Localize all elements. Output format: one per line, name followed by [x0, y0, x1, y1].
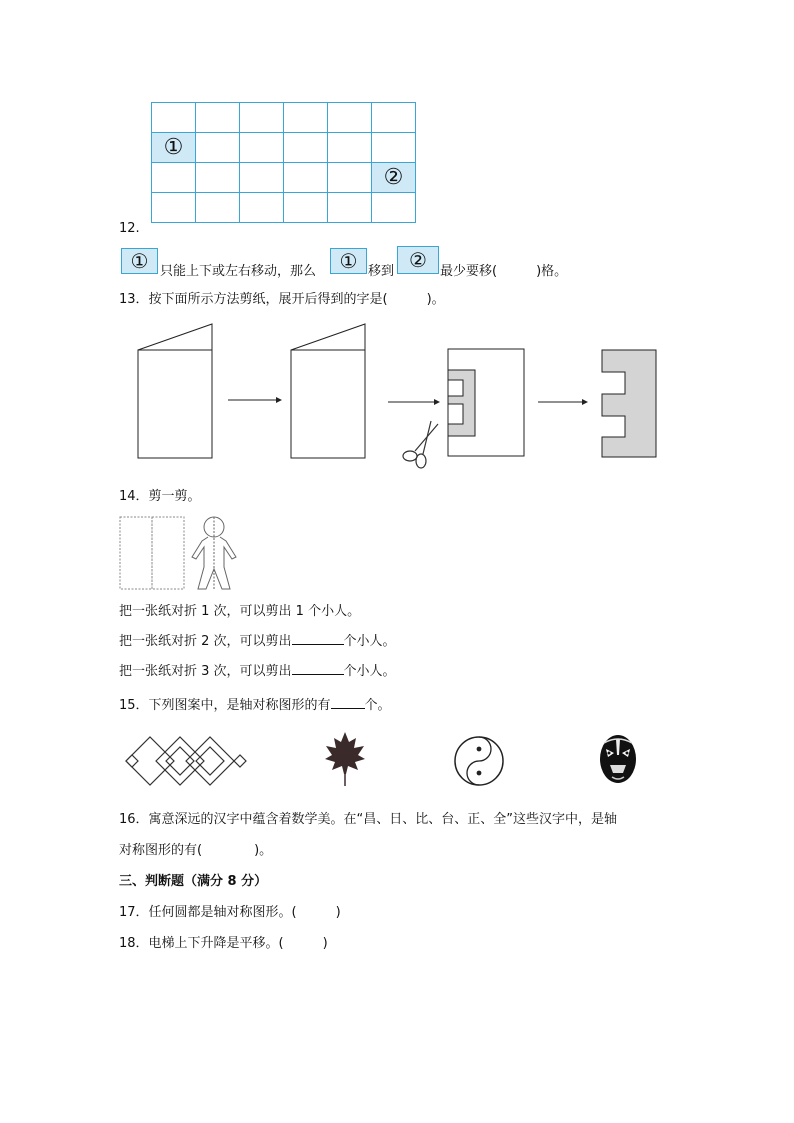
- question-14-text: 14．剪一剪。: [119, 489, 201, 504]
- question-14-line-2: [119, 634, 396, 650]
- line-2-prefix: 把一张纸对折 2 次，可以剪出: [119, 634, 292, 649]
- line-3-prefix: 把一张纸对折 3 次，可以剪出: [119, 664, 292, 679]
- grid-cell: [196, 193, 240, 223]
- question-16-line-1: 16．寓意深远的汉字中蕴含着数学美。在“昌、日、比、台、正、全”这些汉字中，是轴: [119, 812, 618, 827]
- grid-row: [152, 133, 416, 163]
- question-15-suffix: 个。: [364, 698, 391, 713]
- grid-cell: [372, 103, 416, 133]
- unfolded-result: [602, 350, 656, 457]
- arrow-icon: [538, 399, 588, 405]
- piece-1-tag: ①: [330, 248, 367, 274]
- grid-cell: [152, 163, 196, 193]
- grid-cell: [284, 133, 328, 163]
- grid-cell: [372, 133, 416, 163]
- answer-blank[interactable]: [331, 708, 365, 709]
- question-15-text: [119, 698, 391, 714]
- grid-cell: [152, 103, 196, 133]
- piece-1-tag: ①: [121, 248, 158, 274]
- line-2-suffix: 个小人。: [343, 634, 396, 649]
- question-12-text-a: 只能上下或左右移动，那么: [160, 264, 317, 279]
- question-12-text-c: 最少要移( )格。: [440, 264, 568, 279]
- grid-cell: [284, 193, 328, 223]
- question-13-text: 13．按下面所示方法剪纸，展开后得到的字是( )。: [119, 292, 445, 307]
- cut-paper: [448, 349, 524, 456]
- paper-person-figure: [118, 513, 240, 591]
- grid-cell: [240, 163, 284, 193]
- scissors-icon: [403, 421, 438, 468]
- question-16-line-2: 对称图形的有( )。: [119, 843, 273, 858]
- question-18-text: 18．电梯上下升降是平移。( ): [119, 936, 328, 951]
- question-14-line-1: 把一张纸对折 1 次，可以剪出 1 个小人。: [119, 604, 361, 619]
- movement-grid: [151, 102, 416, 223]
- grid-cell: [372, 193, 416, 223]
- paper-cut-diagram: [130, 320, 665, 470]
- question-12-text-b: 移到: [368, 264, 395, 279]
- grid-cell: [196, 103, 240, 133]
- grid-cell: [328, 193, 372, 223]
- line-3-suffix: 个小人。: [343, 664, 396, 679]
- grid-cell: [196, 133, 240, 163]
- question-17-text: 17．任何圆都是轴对称图形。( ): [119, 905, 341, 920]
- opera-mask-icon: [596, 731, 640, 787]
- grid-cell: [240, 193, 284, 223]
- piece-2-tag: ②: [397, 246, 439, 274]
- knot-pattern-icon: [122, 728, 248, 790]
- grid-cell: [328, 103, 372, 133]
- grid-row: [152, 163, 416, 193]
- grid-cell: [152, 193, 196, 223]
- person-outline-icon: [192, 517, 236, 589]
- question-14-line-3: [119, 664, 396, 680]
- arrow-icon: [228, 397, 282, 403]
- grid-cell: [240, 103, 284, 133]
- grid-cell: [328, 133, 372, 163]
- arrow-icon: [388, 399, 440, 405]
- yin-yang-icon: [452, 734, 506, 788]
- answer-blank[interactable]: [292, 674, 344, 675]
- question-12-number: 12.: [119, 221, 140, 236]
- folded-paper-1: [138, 324, 212, 458]
- grid-cell: [284, 103, 328, 133]
- maple-leaf-icon: [323, 730, 367, 788]
- section-3-heading: 三、判断题（满分 8 分）: [119, 874, 268, 889]
- question-15-prefix: 15．下列图案中，是轴对称图形的有: [119, 698, 331, 713]
- folded-paper-2: [291, 324, 365, 458]
- answer-blank[interactable]: [292, 644, 344, 645]
- grid-cell-piece-1: ①: [152, 133, 196, 163]
- grid-cell: [284, 163, 328, 193]
- grid-cell: [196, 163, 240, 193]
- dotted-paper: [120, 517, 184, 589]
- grid-cell: [240, 133, 284, 163]
- grid-cell: [328, 163, 372, 193]
- grid-cell-piece-2: ②: [372, 163, 416, 193]
- grid-row: [152, 193, 416, 223]
- grid-row: [152, 103, 416, 133]
